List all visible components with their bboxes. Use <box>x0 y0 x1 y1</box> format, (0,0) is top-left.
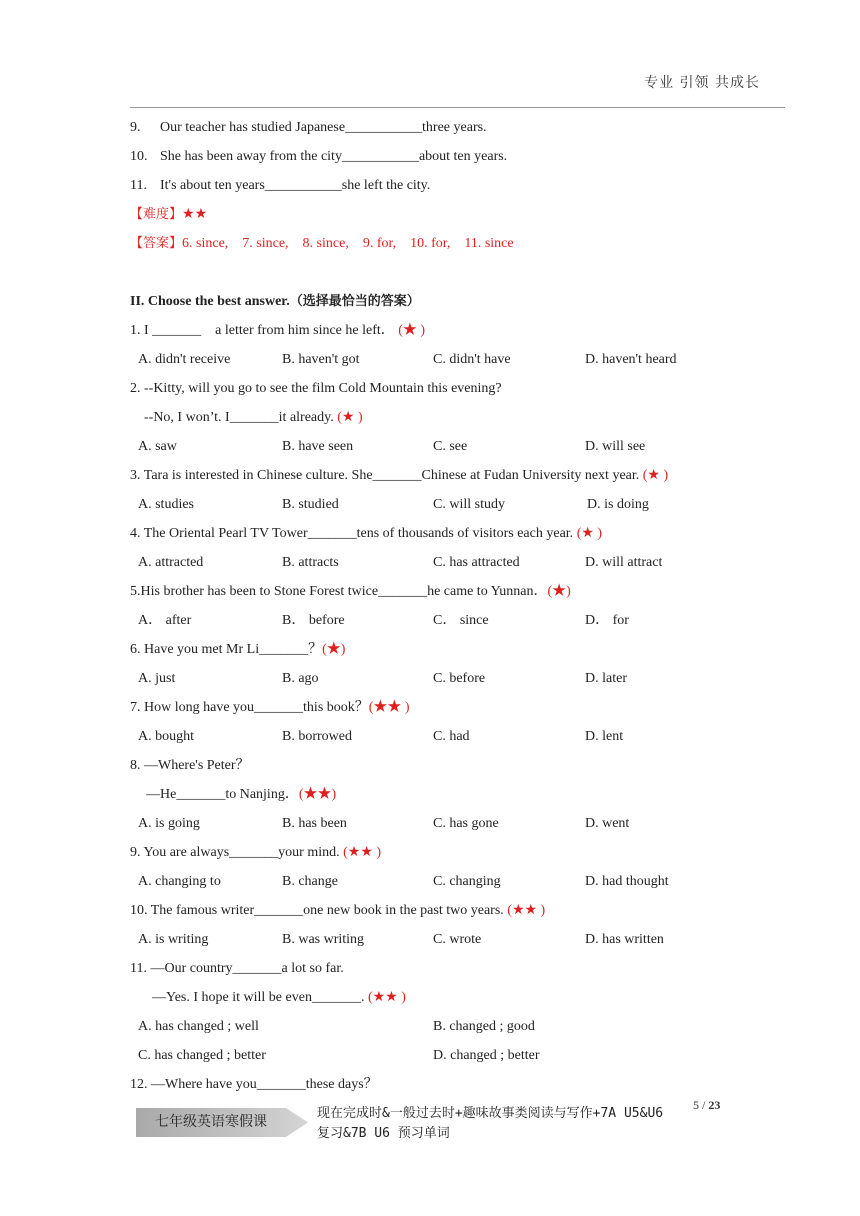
option-c: C． since <box>433 613 489 628</box>
option-d: D. later <box>585 671 627 686</box>
option-c: C. see <box>433 439 468 454</box>
question-text: —He_______to Nanjing． <box>146 787 299 802</box>
options-row <box>130 722 780 751</box>
question-stem <box>130 635 780 664</box>
options-row <box>130 432 780 461</box>
options-row <box>130 548 780 577</box>
difficulty-mark: (★ ) <box>576 526 603 541</box>
header-title: 专业 引领 共成长 <box>644 75 760 91</box>
question-stem-continued <box>130 403 780 432</box>
fill-item-number: 10. <box>130 149 148 164</box>
header-divider <box>130 107 785 108</box>
difficulty-mark: (★) <box>547 584 571 599</box>
document-body <box>130 113 780 1099</box>
option-a: A. is writing <box>138 932 209 947</box>
options-row <box>130 664 780 693</box>
question-stem <box>130 693 780 722</box>
question-stem <box>130 954 780 983</box>
question-text: 8. —Where's Peter？ <box>130 758 250 773</box>
difficulty-mark: (★★ ) <box>368 700 410 715</box>
option-c: C. will study <box>433 497 505 512</box>
fill-item-number: 9. <box>130 120 141 135</box>
fill-item-text: She has been away from the city___________about ten years. <box>160 149 508 164</box>
page-total: 23 <box>708 1098 721 1112</box>
fill-item-text: It's about ten years___________she left the city. <box>160 178 431 193</box>
fill-item-number: 11. <box>130 178 147 193</box>
question-text: 1. I _______ a letter from him since he left． <box>130 323 395 338</box>
page-number <box>693 1098 720 1113</box>
option-a: A. has changed ; well <box>138 1019 259 1034</box>
option-d: D. changed ; better <box>433 1048 540 1063</box>
difficulty-mark: (★★ ) <box>343 845 382 860</box>
page-current: 5 <box>693 1098 699 1112</box>
option-a: A． after <box>138 613 192 628</box>
section-title <box>130 287 780 316</box>
difficulty-mark: (★) <box>322 642 346 657</box>
question-stem-continued <box>130 983 780 1012</box>
question-text: 2. --Kitty, will you go to see the film Cold Mountain this evening? <box>130 381 502 396</box>
option-a: A. didn't receive <box>138 352 231 367</box>
option-c: C. has attracted <box>433 555 520 570</box>
option-d: D. will see <box>585 439 646 454</box>
question-text: 7. How long have you_______this book？ <box>130 700 369 715</box>
option-b: B. studied <box>282 497 339 512</box>
option-d: D. went <box>585 816 630 831</box>
option-b: B. attracts <box>282 555 339 570</box>
option-a: A. attracted <box>138 555 204 570</box>
footer-description: 现在完成时&一般过去时+趣味故事类阅读与写作+7A U5&U6 复习&7B U6 预习单词 <box>317 1106 664 1141</box>
question-text: 10. The famous writer_______one new book in the past two years. <box>130 903 504 918</box>
option-b: B. borrowed <box>282 729 352 744</box>
answer-text: 6. since, 7. since, 8. since, 9. for, 10. for, 11. since <box>182 236 514 251</box>
options-row <box>130 345 780 374</box>
option-b: B. have seen <box>282 439 354 454</box>
question-text: 12. —Where have you_______these days？ <box>130 1077 378 1092</box>
option-b: B. ago <box>282 671 319 686</box>
question-text: 9. You are always_______your mind. <box>130 845 340 860</box>
question-stem <box>130 519 780 548</box>
option-c: C. didn't have <box>433 352 511 367</box>
option-a: A. changing to <box>138 874 221 889</box>
question-text: 3. Tara is interested in Chinese culture. She_______Chinese at Fudan University next year. <box>130 468 640 483</box>
question-text: --No, I won’t. I_______it already. <box>144 410 334 425</box>
question-text: 6. Have you met Mr Li_______？ <box>130 642 323 657</box>
question-stem <box>130 316 780 345</box>
fill-item <box>130 113 780 142</box>
option-b: B. was writing <box>282 932 365 947</box>
question-stem <box>130 1070 780 1099</box>
difficulty-mark: (★★ ) <box>507 903 546 918</box>
section-title-en: II. Choose the best answer. <box>130 294 290 309</box>
option-c: C. had <box>433 729 470 744</box>
question-stem <box>130 577 780 606</box>
option-b: B. has been <box>282 816 347 831</box>
option-b: B. haven't got <box>282 352 360 367</box>
question-stem-continued <box>130 780 780 809</box>
option-d: D. has written <box>585 932 664 947</box>
option-a: A. saw <box>138 439 177 454</box>
section-title-cn: （选择最恰当的答案） <box>289 294 420 309</box>
footer-banner <box>136 1108 308 1137</box>
question-stem <box>130 751 780 780</box>
answer-line <box>130 229 780 258</box>
fill-item <box>130 142 780 171</box>
option-a: A. just <box>138 671 176 686</box>
question-stem <box>130 838 780 867</box>
option-b: B. change <box>282 874 338 889</box>
question-stem <box>130 896 780 925</box>
option-d: D． for <box>585 613 629 628</box>
options-row <box>130 1041 780 1070</box>
options-row <box>130 809 780 838</box>
difficulty-line <box>130 200 780 229</box>
option-c: C. has gone <box>433 816 499 831</box>
question-text: 5.His brother has been to Stone Forest twice_______he came to Yunnan． <box>130 584 548 599</box>
options-row <box>130 606 780 635</box>
difficulty-mark: (★★ ) <box>367 990 406 1005</box>
difficulty-label: 【难度】 <box>130 207 183 222</box>
question-stem <box>130 461 780 490</box>
difficulty-stars: ★★ <box>182 207 208 222</box>
option-c: C. before <box>433 671 486 686</box>
option-d: D. haven't heard <box>585 352 677 367</box>
option-d: D. lent <box>585 729 624 744</box>
options-row <box>130 867 780 896</box>
option-c: C. has changed ; better <box>138 1048 266 1063</box>
difficulty-mark: (★ ) <box>337 410 363 425</box>
option-a: A. bought <box>138 729 194 744</box>
fill-item <box>130 171 780 200</box>
question-text: 4. The Oriental Pearl TV Tower_______tens of thousands of visitors each year. <box>130 526 574 541</box>
options-row <box>130 1012 780 1041</box>
option-b: B． before <box>282 613 345 628</box>
options-row <box>130 490 780 519</box>
difficulty-mark: (★ ) <box>642 468 669 483</box>
question-text: —Yes. I hope it will be even_______. <box>152 990 365 1005</box>
option-a: A. studies <box>138 497 194 512</box>
question-text: 11. —Our country_______a lot so far. <box>130 961 344 976</box>
page-separator: / <box>699 1098 709 1112</box>
question-stem <box>130 374 780 403</box>
difficulty-mark: (★★) <box>298 787 337 802</box>
footer-banner-text: 七年级英语寒假课 <box>155 1114 267 1130</box>
option-d: D. will attract <box>585 555 663 570</box>
difficulty-mark: (★ ) <box>398 323 426 338</box>
option-b: B. changed ; good <box>433 1019 535 1034</box>
option-a: A. is going <box>138 816 200 831</box>
option-c: C. changing <box>433 874 501 889</box>
answer-label: 【答案】 <box>130 236 183 251</box>
option-d: D. is doing <box>587 497 649 512</box>
option-d: D. had thought <box>585 874 669 889</box>
option-c: C. wrote <box>433 932 482 947</box>
options-row <box>130 925 780 954</box>
fill-item-text: Our teacher has studied Japanese___________three years. <box>160 120 487 135</box>
